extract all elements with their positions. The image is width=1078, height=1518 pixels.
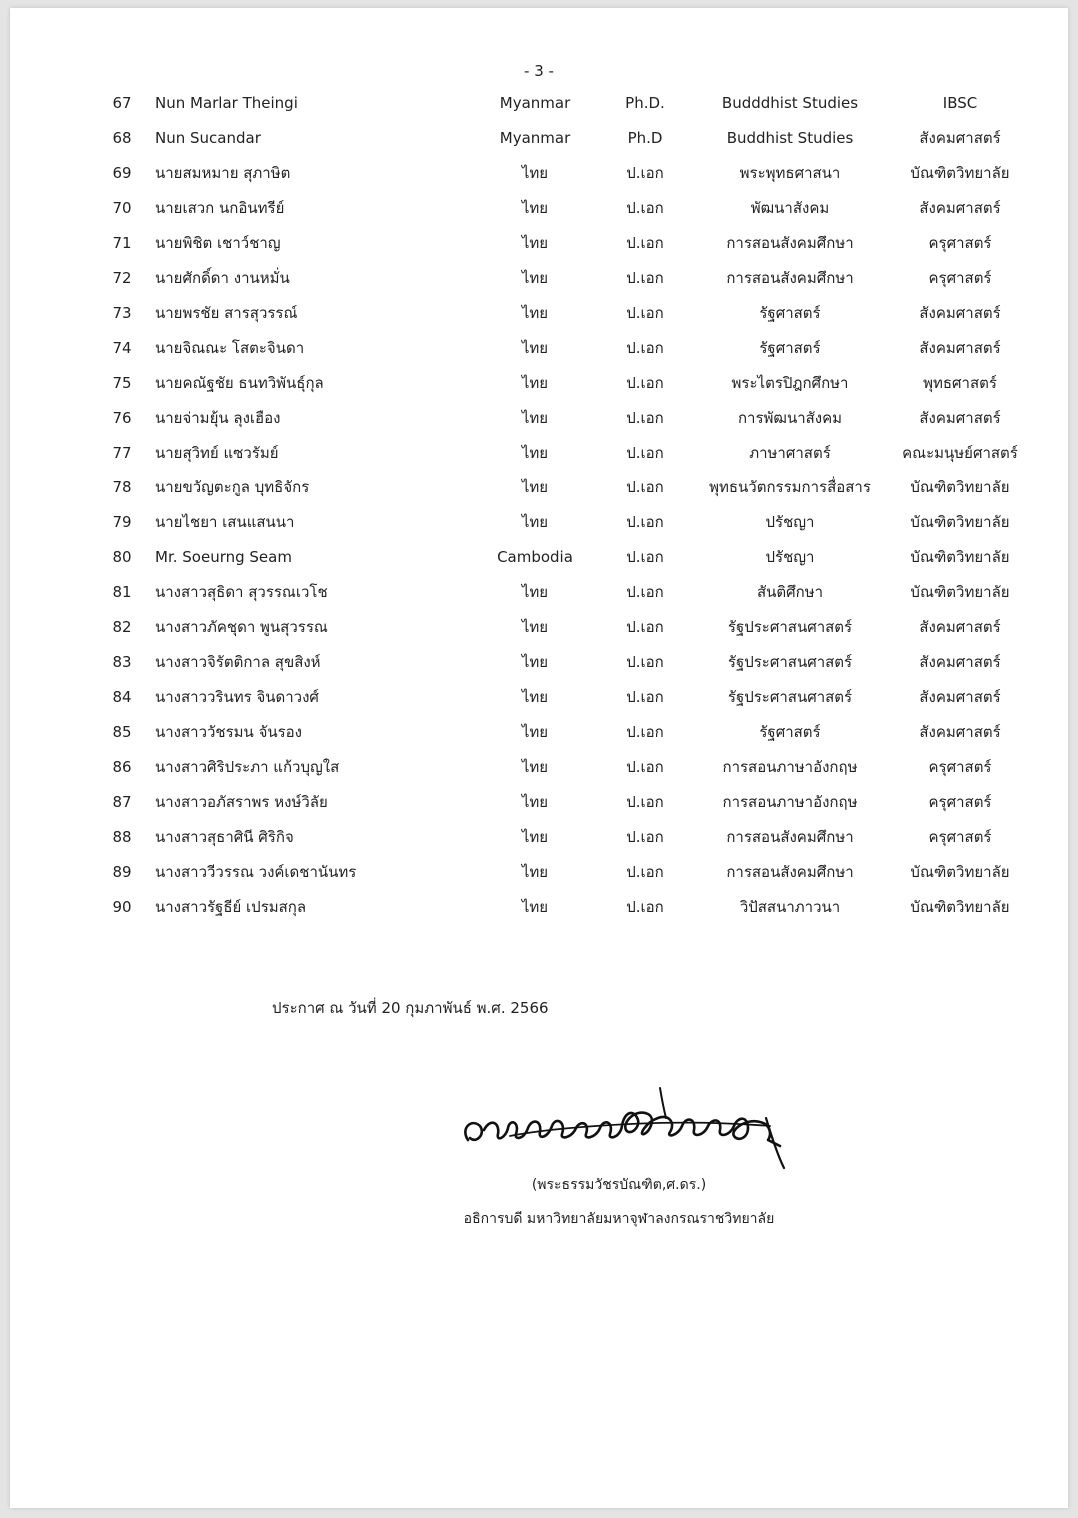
- major: สันติศึกษา: [756, 583, 824, 602]
- nationality: ไทย: [521, 653, 549, 672]
- person-name: นายสมหมาย สุภาษิต: [155, 163, 291, 182]
- list-item: [10, 158, 1068, 188]
- faculty: บัณฑิตวิทยาลัย: [910, 862, 1010, 881]
- row-number: 89: [112, 862, 132, 881]
- signature-image: [450, 1078, 810, 1173]
- nationality: ไทย: [521, 338, 549, 357]
- degree: Ph.D: [627, 128, 663, 147]
- nationality: ไทย: [521, 723, 549, 742]
- person-name: Mr. Soeurng Seam: [155, 548, 292, 567]
- major: รัฐศาสตร์: [759, 723, 821, 742]
- faculty: ครุศาสตร์: [928, 827, 992, 846]
- faculty: สังคมศาสตร์: [919, 408, 1001, 427]
- degree: ป.เอก: [626, 373, 664, 392]
- row-number: 67: [112, 94, 132, 112]
- major: การสอนสังคมศึกษา: [726, 268, 854, 287]
- faculty: คณะมนุษย์ศาสตร์: [902, 443, 1018, 462]
- nationality: ไทย: [521, 268, 549, 287]
- degree: ป.เอก: [626, 758, 664, 777]
- list-item: [10, 682, 1068, 712]
- person-name: นายพรชัย สารสุวรรณ์: [155, 303, 298, 322]
- list-item: [10, 472, 1068, 502]
- person-name: นางสาวสุธาศินี ศิริกิจ: [155, 827, 294, 846]
- person-name: นางสาวจิรัตติกาล สุขสิงห์: [155, 653, 321, 672]
- list-item: [10, 193, 1068, 223]
- degree: ป.เอก: [626, 548, 664, 567]
- degree: ป.เอก: [626, 513, 664, 532]
- list-item: [10, 857, 1068, 887]
- nationality: ไทย: [521, 758, 549, 777]
- list-item: [10, 507, 1068, 537]
- list-item: [10, 822, 1068, 852]
- list-item: [10, 612, 1068, 642]
- nationality: ไทย: [521, 233, 549, 252]
- major: วิปัสสนาภาวนา: [739, 897, 841, 916]
- major: ปรัชญา: [765, 513, 815, 532]
- degree: Ph.D.: [625, 94, 665, 112]
- list-item: [10, 368, 1068, 398]
- person-name: นายจิณณะ โสตะจินดา: [155, 338, 305, 357]
- major: รัฐประศาสนศาสตร์: [727, 618, 853, 637]
- announcement-date: ประกาศ ณ วันที่ 20 กุมภาพันธ์ พ.ศ. 2566: [272, 999, 549, 1017]
- major: พระไตรปิฎกศึกษา: [731, 373, 849, 392]
- faculty: ครุศาสตร์: [928, 233, 992, 252]
- degree: ป.เอก: [626, 163, 664, 182]
- person-name: นางสาวภัคชุดา พูนสุวรรณ: [155, 618, 328, 637]
- person-name: นางสาววัชรมน จันรอง: [155, 723, 303, 742]
- degree: ป.เอก: [626, 408, 664, 427]
- row-number: 84: [112, 688, 132, 707]
- nationality: ไทย: [521, 862, 549, 881]
- faculty: บัณฑิตวิทยาลัย: [910, 513, 1010, 532]
- row-number: 81: [112, 583, 132, 602]
- row-number: 68: [112, 128, 132, 147]
- faculty: บัณฑิตวิทยาลัย: [910, 548, 1010, 567]
- degree: ป.เอก: [626, 827, 664, 846]
- degree: ป.เอก: [626, 793, 664, 811]
- list-item: [10, 892, 1068, 922]
- person-name: นายจ่ามยุ้น ลุงเฮือง: [155, 408, 281, 427]
- faculty: บัณฑิตวิทยาลัย: [910, 478, 1010, 497]
- signer-name: (พระธรรมวัชรบัณฑิต,ศ.ดร.): [531, 1177, 707, 1193]
- degree: ป.เอก: [626, 653, 664, 672]
- nationality: ไทย: [521, 688, 549, 707]
- person-name: นายเสวก นกอินทรีย์: [155, 198, 285, 217]
- person-name: นางสาวอภัสราพร หงษ์วิลัย: [155, 793, 328, 811]
- row-number: 79: [112, 513, 132, 532]
- faculty: บัณฑิตวิทยาลัย: [910, 897, 1010, 916]
- signer-title: อธิการบดี มหาวิทยาลัยมหาจุฬาลงกรณราชวิทยาลัย: [463, 1211, 775, 1227]
- row-number: 90: [112, 897, 132, 916]
- nationality: ไทย: [521, 583, 549, 602]
- faculty: สังคมศาสตร์: [919, 128, 1001, 147]
- person-name: นางสาวศิริประภา แก้วบุญใส: [155, 758, 340, 777]
- person-name: นายสุวิทย์ แซวรัมย์: [155, 443, 279, 462]
- person-name: นางสาวรัฐธีย์ เปรมสกุล: [155, 897, 307, 916]
- major: ปรัชญา: [765, 548, 815, 567]
- faculty: สังคมศาสตร์: [919, 303, 1001, 322]
- major: พุทธนวัตกรรมการสื่อสาร: [709, 478, 871, 497]
- faculty: พุทธศาสตร์: [923, 373, 997, 392]
- faculty: สังคมศาสตร์: [919, 653, 1001, 672]
- row-number: 82: [112, 618, 132, 637]
- degree: ป.เอก: [626, 478, 664, 497]
- major: การสอนภาษาอังกฤษ: [722, 793, 858, 811]
- list-item: [10, 403, 1068, 433]
- row-number: 71: [112, 233, 132, 252]
- row-number: 85: [112, 723, 132, 742]
- list-item: [10, 717, 1068, 747]
- major: การสอนสังคมศึกษา: [726, 827, 854, 846]
- faculty: IBSC: [942, 94, 978, 112]
- person-name: นางสาววรินทร จินดาวงศ์: [155, 688, 319, 707]
- document-page: [10, 8, 1068, 1508]
- list-item: [10, 577, 1068, 607]
- person-name: นายพิชิต เชาว์ชาญ: [155, 233, 281, 252]
- nationality: ไทย: [521, 897, 549, 916]
- nationality: ไทย: [521, 513, 549, 532]
- faculty: ครุศาสตร์: [928, 268, 992, 287]
- list-item: [10, 752, 1068, 782]
- degree: ป.เอก: [626, 198, 664, 217]
- major: Budddhist Studies: [721, 94, 859, 112]
- row-number: 88: [112, 827, 132, 846]
- nationality: Myanmar: [499, 94, 571, 112]
- degree: ป.เอก: [626, 688, 664, 707]
- list-item: [10, 298, 1068, 328]
- page-number: - 3 -: [524, 62, 554, 80]
- degree: ป.เอก: [626, 897, 664, 916]
- degree: ป.เอก: [626, 338, 664, 357]
- major: การสอนสังคมศึกษา: [726, 233, 854, 252]
- person-name: นายคณัฐชัย ธนทวิพันธุ์กุล: [155, 373, 324, 392]
- row-number: 73: [112, 303, 132, 322]
- person-name: นายศักดิ์ดา งานหมั่น: [155, 268, 290, 287]
- degree: ป.เอก: [626, 862, 664, 881]
- list-item: [10, 263, 1068, 293]
- degree: ป.เอก: [626, 583, 664, 602]
- nationality: Myanmar: [499, 128, 571, 147]
- person-name: Nun Sucandar: [155, 128, 261, 147]
- row-number: 72: [112, 268, 132, 287]
- row-number: 80: [112, 548, 132, 567]
- row-number: 74: [112, 338, 132, 357]
- row-number: 76: [112, 408, 132, 427]
- row-number: 75: [112, 373, 132, 392]
- degree: ป.เอก: [626, 723, 664, 742]
- faculty: สังคมศาสตร์: [919, 688, 1001, 707]
- faculty: ครุศาสตร์: [928, 793, 992, 811]
- major: Buddhist Studies: [726, 128, 854, 147]
- nationality: ไทย: [521, 793, 549, 811]
- nationality: ไทย: [521, 618, 549, 637]
- major: การสอนสังคมศึกษา: [726, 862, 854, 881]
- list-item: [10, 438, 1068, 468]
- major: พัฒนาสังคม: [750, 198, 830, 217]
- row-number: 70: [112, 198, 132, 217]
- degree: ป.เอก: [626, 268, 664, 287]
- major: พระพุทธศาสนา: [739, 163, 841, 182]
- row-number: 69: [112, 163, 132, 182]
- degree: ป.เอก: [626, 618, 664, 637]
- person-name: นางสาวสุธิดา สุวรรณเวโช: [155, 583, 328, 602]
- degree: ป.เอก: [626, 303, 664, 322]
- degree: ป.เอก: [626, 443, 664, 462]
- list-item: [10, 647, 1068, 677]
- faculty: ครุศาสตร์: [928, 758, 992, 777]
- major: การพัฒนาสังคม: [737, 408, 843, 427]
- nationality: ไทย: [521, 443, 549, 462]
- major: รัฐศาสตร์: [759, 338, 821, 357]
- faculty: บัณฑิตวิทยาลัย: [910, 163, 1010, 182]
- list-item: [10, 123, 1068, 153]
- major: รัฐประศาสนศาสตร์: [727, 653, 853, 672]
- list-item: [10, 542, 1068, 572]
- faculty: สังคมศาสตร์: [919, 723, 1001, 742]
- list-item: [10, 333, 1068, 363]
- nationality: ไทย: [521, 198, 549, 217]
- row-number: 87: [112, 793, 132, 811]
- row-number: 86: [112, 758, 132, 777]
- list-item: [10, 228, 1068, 258]
- faculty: บัณฑิตวิทยาลัย: [910, 583, 1010, 602]
- row-number: 78: [112, 478, 132, 497]
- nationality: ไทย: [521, 827, 549, 846]
- person-name: นายไชยา เสนแสนนา: [155, 513, 295, 532]
- nationality: ไทย: [521, 408, 549, 427]
- faculty: สังคมศาสตร์: [919, 198, 1001, 217]
- row-number: 83: [112, 653, 132, 672]
- nationality: ไทย: [521, 478, 549, 497]
- row-number: 77: [112, 443, 132, 462]
- nationality: ไทย: [521, 373, 549, 392]
- list-item: [10, 787, 1068, 817]
- major: ภาษาศาสตร์: [749, 443, 831, 462]
- nationality: ไทย: [521, 303, 549, 322]
- list-item: [10, 88, 1068, 118]
- person-name: นายขวัญตะกูล บุทธิจักร: [155, 478, 310, 497]
- degree: ป.เอก: [626, 233, 664, 252]
- person-name: Nun Marlar Theingi: [155, 94, 298, 112]
- faculty: สังคมศาสตร์: [919, 618, 1001, 637]
- major: รัฐประศาสนศาสตร์: [727, 688, 853, 707]
- major: การสอนภาษาอังกฤษ: [722, 758, 858, 777]
- nationality: ไทย: [521, 163, 549, 182]
- major: รัฐศาสตร์: [759, 303, 821, 322]
- person-name: นางสาววีวรรณ วงค์เดชานันทร: [155, 862, 357, 881]
- nationality: Cambodia: [497, 548, 573, 567]
- faculty: สังคมศาสตร์: [919, 338, 1001, 357]
